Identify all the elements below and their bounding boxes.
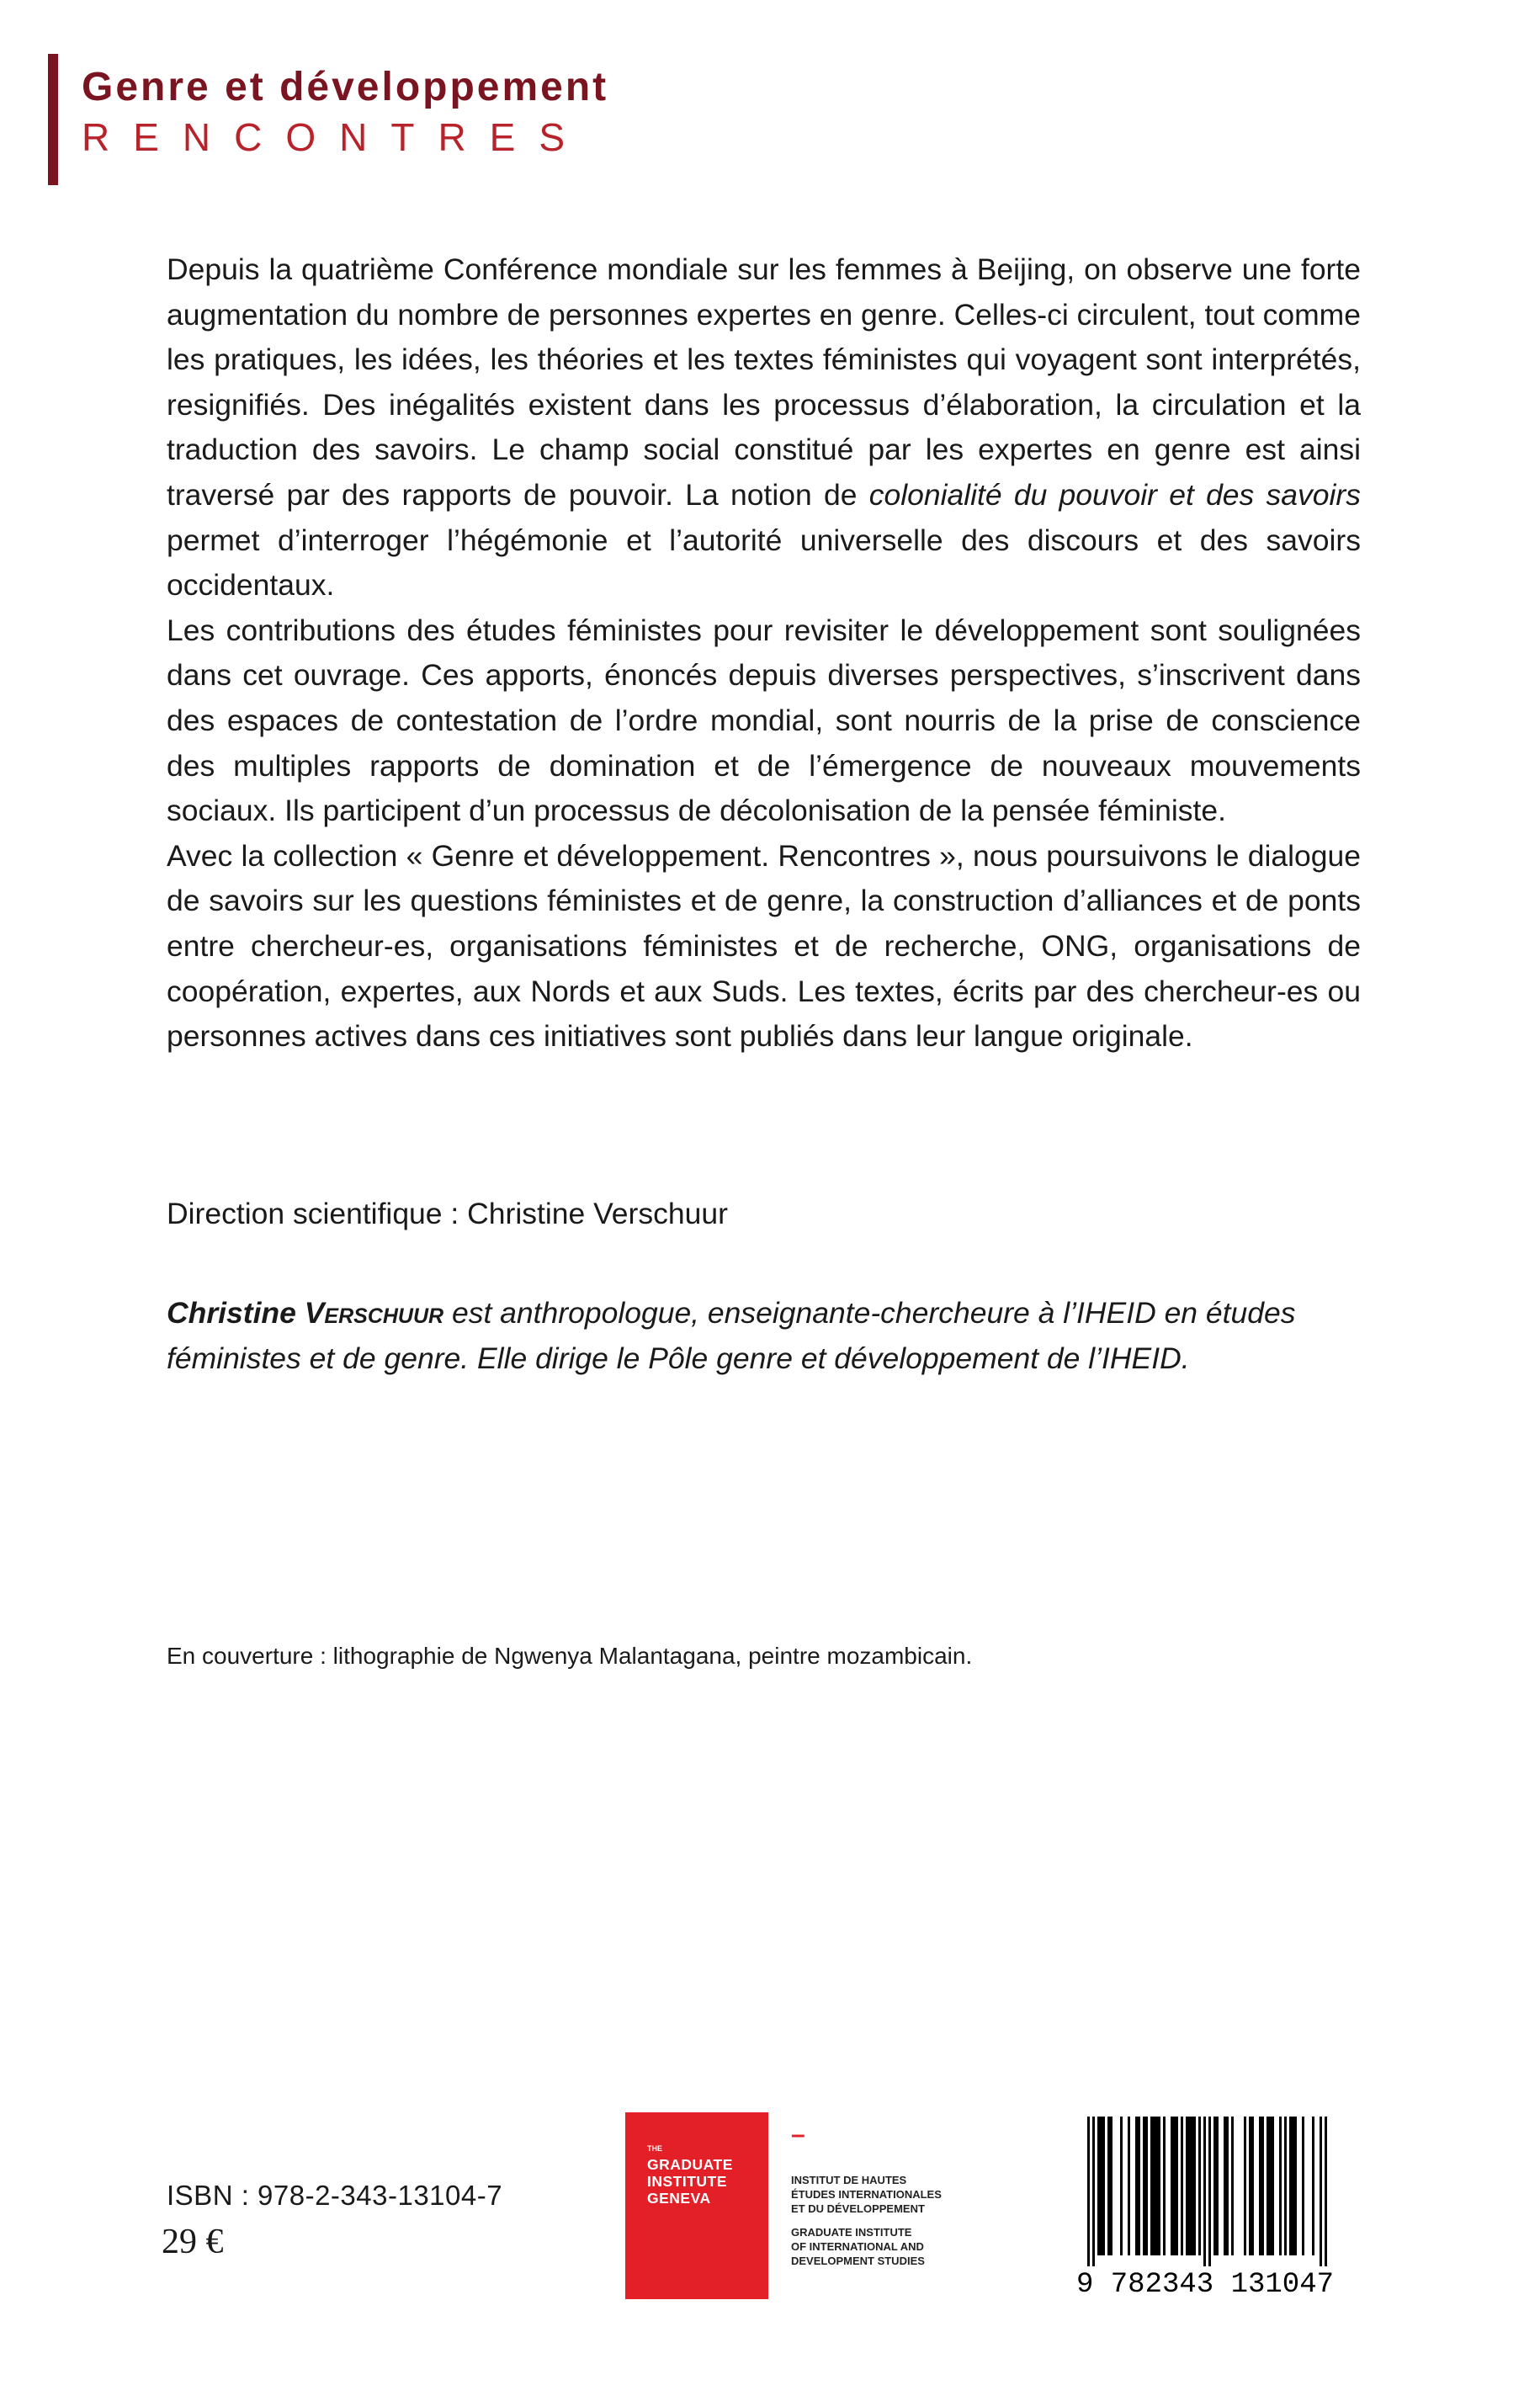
barcode-bar <box>1203 2117 1206 2266</box>
series-subtitle: RENCONTRES <box>82 115 589 159</box>
blurb-paragraph-2: Les contributions des études féministes pour revisiter le développement sont soulignées dans cet ouvrage. Ces apports, énoncés depuis diverses perspectives, s’inscrivent dans des espaces de contestation de l’ordre mondial, sont nourris de la prise de conscience des multiples rapports de domination et de l’émergence de nouveaux mouvements sociaux. Ils participent d’un processus de décolonisation de la pensée féministe. <box>167 613 1361 828</box>
barcode-bar <box>1120 2117 1123 2255</box>
scientific-direction: Direction scientifique : Christine Verschuur <box>167 1197 728 1230</box>
barcode-bar <box>1100 2117 1102 2255</box>
barcode-bar <box>1087 2117 1090 2266</box>
author-last-name: Verschuur <box>304 1296 444 1330</box>
barcode-bar <box>1138 2117 1140 2255</box>
blurb-paragraph-1 <box>167 247 1361 608</box>
barcode-bar <box>1193 2117 1196 2255</box>
barcode-bar <box>1128 2117 1130 2255</box>
author-first-name: Christine <box>167 1296 296 1330</box>
isbn: ISBN : 978-2-343-13104-7 <box>167 2180 503 2211</box>
barcode-bar <box>1135 2117 1138 2255</box>
author-bio <box>167 1291 1361 1381</box>
barcode-bar <box>1186 2117 1188 2255</box>
barcode-bar <box>1292 2117 1294 2255</box>
barcode-bar <box>1176 2117 1178 2255</box>
blurb-p1-text-b: permet d’interroger l’hégémonie et l’autorité universelle des discours et des savoirs occidentaux. <box>167 523 1361 603</box>
barcode-bar <box>1325 2117 1327 2266</box>
barcode-bar <box>1312 2117 1314 2255</box>
barcode-bar <box>1191 2117 1193 2255</box>
author-name <box>167 1296 443 1330</box>
barcode-bar <box>1102 2117 1105 2255</box>
barcode-bar <box>1158 2117 1160 2255</box>
barcode-bar <box>1251 2117 1254 2255</box>
barcode-bar <box>1107 2117 1110 2255</box>
author-bio-text: est anthropologue, enseignante-chercheure à l’IHEID en études féministes et de genre. Elle dirige le Pôle genre et développement de l’IHEID. <box>167 1296 1296 1375</box>
barcode-bar <box>1150 2117 1153 2255</box>
barcode-bar <box>1289 2117 1292 2255</box>
barcode-bar <box>1272 2117 1274 2255</box>
barcode-bar <box>1224 2117 1226 2255</box>
blurb-p1-emphasis: colonialité du pouvoir et des savoirs <box>868 477 1361 512</box>
barcode-bar <box>1231 2117 1234 2255</box>
barcode-digits: 9 782343 131047 <box>1075 2269 1335 2297</box>
barcode-bar <box>1163 2117 1166 2255</box>
barcode-bar <box>1171 2117 1173 2255</box>
barcode-bar <box>1261 2117 1264 2255</box>
barcode-bar <box>1153 2117 1155 2255</box>
logo-name-line: GRADUATE <box>647 2156 733 2173</box>
barcode-bar <box>1216 2117 1219 2255</box>
barcode-bar <box>1092 2117 1095 2266</box>
barcode-bar <box>1259 2117 1261 2255</box>
barcode-bar <box>1198 2117 1201 2255</box>
barcode-bar <box>1226 2117 1229 2255</box>
institute-fr-line: INSTITUT DE HAUTES <box>791 2174 907 2186</box>
graduate-institute-logo <box>625 2112 768 2299</box>
logo-the-label: THE <box>647 2144 662 2153</box>
barcode-bar <box>1267 2117 1269 2255</box>
barcode-bar <box>1249 2117 1251 2255</box>
price: 29 € <box>162 2223 224 2261</box>
series-accent-bar <box>48 54 58 185</box>
barcode-bar <box>1302 2117 1304 2255</box>
barcode-bar <box>1173 2117 1176 2255</box>
barcode-bar <box>1110 2117 1113 2255</box>
institute-en-line: OF INTERNATIONAL AND <box>791 2240 924 2253</box>
logo-name-line: GENEVA <box>647 2190 711 2207</box>
series-title: Genre et développement <box>82 65 609 109</box>
blurb-paragraph-3: Avec la collection « Genre et développement. Rencontres », nous poursuivons le dialogue de savoirs sur les questions féministes et de genre, la construction d’alliances et de ponts entre chercheur-es, organisations féministes et de recherche, ONG, organisations de coopération, expertes, aux Nords et aux Suds. Les textes, écrits par des chercheur-es ou personnes actives dans ces initiatives sont publiés dans leur langue originale. <box>167 838 1361 1054</box>
isbn-barcode <box>1062 2117 1348 2297</box>
barcode-bar <box>1244 2117 1246 2255</box>
barcode-bar <box>1145 2117 1148 2255</box>
barcode-bar <box>1155 2117 1158 2255</box>
institute-fr-line: ÉTUDES INTERNATIONALES <box>791 2188 942 2201</box>
barcode-bar <box>1269 2117 1272 2255</box>
logo-name <box>647 2156 733 2207</box>
barcode-bar <box>1097 2117 1100 2255</box>
back-cover-blurb <box>167 247 1361 1060</box>
cover-credit: En couverture : lithographie de Ngwenya Malantagana, peintre mozambicain. <box>167 1643 973 1669</box>
barcode-bar <box>1208 2117 1211 2266</box>
institute-dash: – <box>791 2121 805 2149</box>
barcode-bar <box>1181 2117 1183 2255</box>
barcode-bar <box>1294 2117 1297 2255</box>
barcode-bar <box>1279 2117 1282 2255</box>
blurb-p1-text-a: Depuis la quatrième Conférence mondiale sur les femmes à Beijing, on observe une forte augmentation du nombre de personnes expertes en genre. Celles-ci circulent, tout comme les pratiques, les idées, les théories et les textes féministes qui voyagent sont interprétés, resignifiés. Des inégalités existent dans les processus d’élaboration, la circulation et la traduction des savoirs. Le champ social constitué par les expertes en genre est ainsi traversé par des rapports de pouvoir. La notion de <box>167 252 1361 512</box>
logo-name-line: INSTITUTE <box>647 2173 727 2190</box>
barcode-bar <box>1320 2117 1322 2266</box>
institute-en-line: GRADUATE INSTITUTE <box>791 2226 912 2239</box>
institute-fr-line: ET DU DÉVELOPPEMENT <box>791 2202 925 2215</box>
institute-name-en <box>791 2225 925 2268</box>
barcode-bar <box>1213 2117 1216 2255</box>
barcode-bar <box>1143 2117 1145 2255</box>
institute-name-fr <box>791 2173 942 2216</box>
barcode-bar <box>1188 2117 1191 2255</box>
institute-en-line: DEVELOPMENT STUDIES <box>791 2255 925 2267</box>
barcode-bar <box>1284 2117 1287 2255</box>
